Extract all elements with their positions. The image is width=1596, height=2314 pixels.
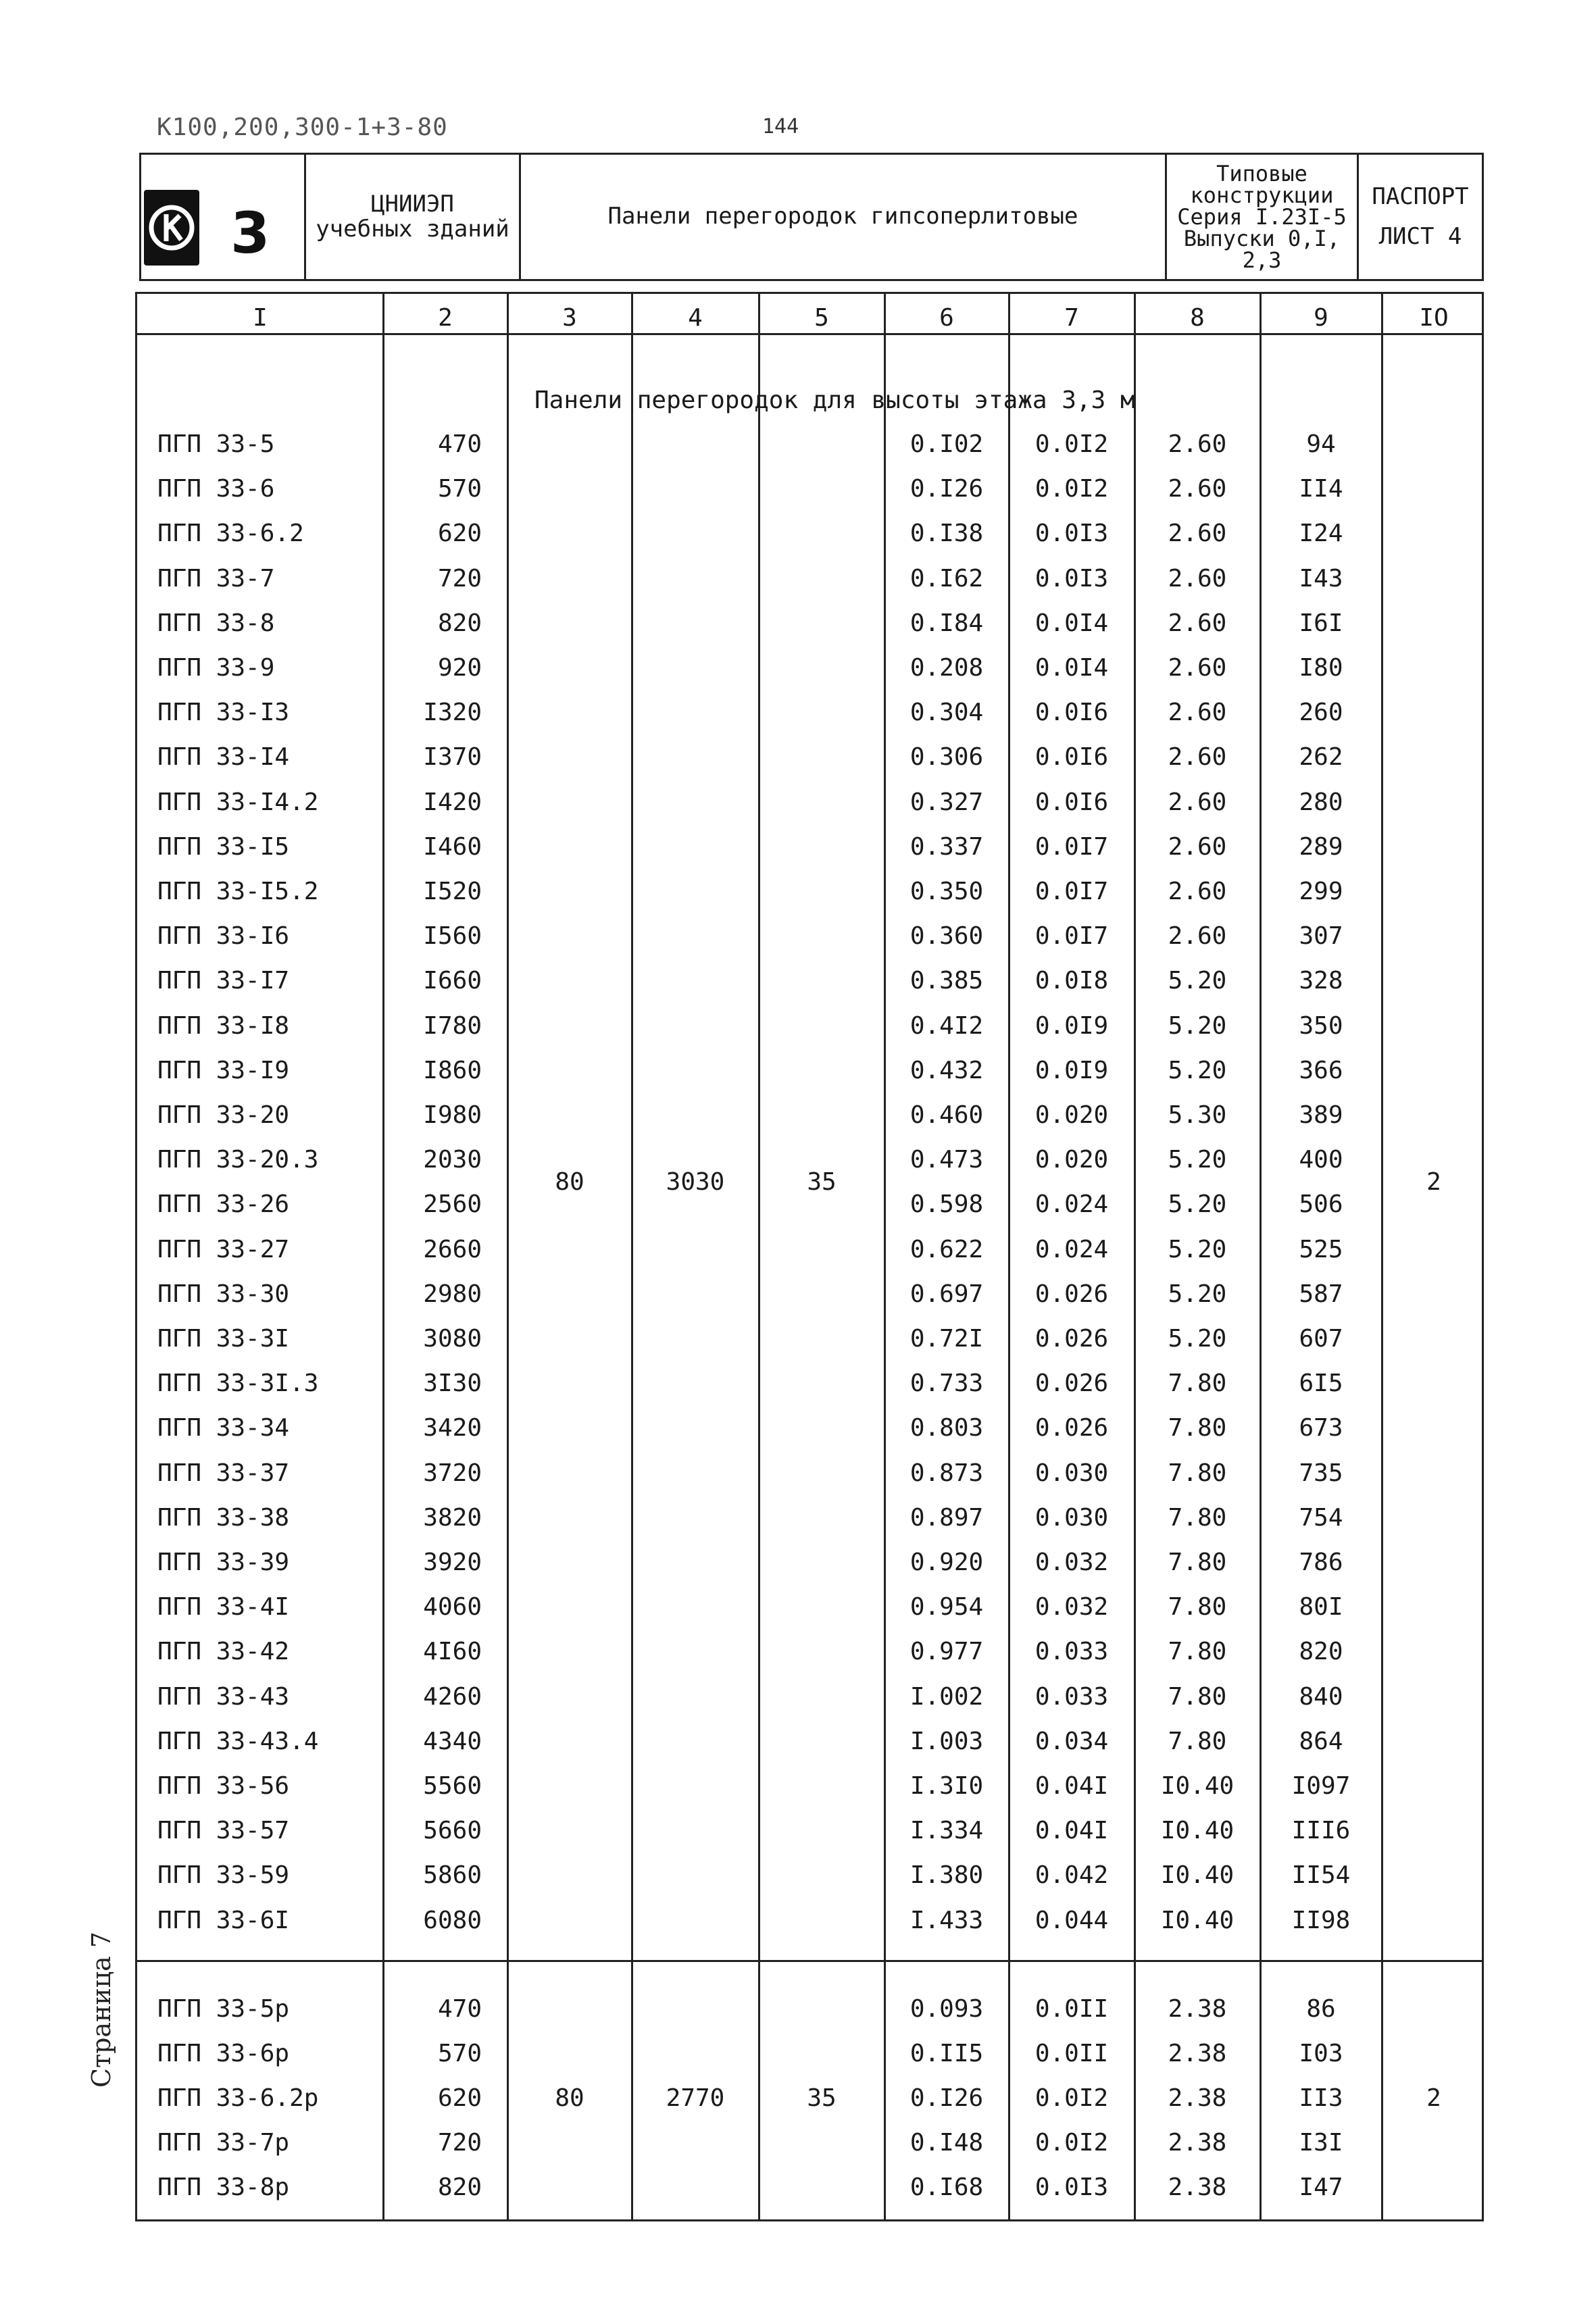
column-header: 3 (562, 304, 577, 332)
group1-row-volume: 0.I84 (909, 609, 984, 637)
group2-row-col8-value: 2.38 (1168, 2129, 1227, 2157)
group1-row-mass: I80 (1299, 654, 1343, 682)
group1-row-length: 3720 (423, 1459, 482, 1487)
group1-row-mark: ПГП 33-I6 (157, 922, 290, 951)
group2-row-length: 820 (437, 2173, 482, 2201)
group2-row-mass: II3 (1299, 2084, 1343, 2112)
group1-row-col7-value: 0.0I6 (1034, 699, 1109, 727)
group1-row-mass: 754 (1299, 1503, 1343, 1532)
group1-row-mass: 673 (1299, 1414, 1343, 1442)
group1-row-length: 720 (437, 564, 482, 593)
group1-row-length: I560 (423, 922, 482, 951)
group1-row-volume: 0.733 (909, 1369, 984, 1398)
group1-row-mark: ПГП 33-43.4 (157, 1727, 319, 1755)
column-header: 8 (1190, 304, 1205, 332)
group1-row-col8-value: I0.40 (1160, 1817, 1235, 1845)
group1-row-col8-value: 7.80 (1168, 1414, 1227, 1442)
group1-row-volume: 0.350 (909, 878, 984, 905)
passport-cell (1359, 155, 1482, 279)
group1-row-mass: 328 (1299, 967, 1343, 995)
group1-row-col7-value: 0.04I (1034, 1817, 1109, 1845)
group1-row-volume: 0.977 (909, 1638, 984, 1666)
group1-row-col7-value: 0.0I4 (1034, 654, 1109, 682)
group1-row-length: 4060 (423, 1593, 482, 1621)
group1-row-mark: ПГП 33-I7 (157, 967, 290, 995)
group1-row-volume: 0.473 (909, 1146, 984, 1174)
group1-row-mark: ПГП 33-I3 (157, 699, 290, 727)
header-row-divider (137, 333, 1482, 335)
group1-row-col8-value: 7.80 (1168, 1503, 1227, 1532)
group1-row-col8-value: 7.80 (1168, 1682, 1227, 1711)
group1-row-col7-value: 0.032 (1034, 1593, 1109, 1621)
group2-row-col8-value: 2.38 (1168, 2040, 1227, 2067)
group2-row-volume: 0.I26 (909, 2084, 984, 2112)
group1-row-shared-col10-value: 2 (1426, 1168, 1441, 1197)
group1-row-mark: ПГП 33-43 (157, 1682, 290, 1711)
group1-row-mass: 820 (1299, 1638, 1343, 1666)
column-header: IO (1419, 304, 1449, 332)
group1-row-volume: 0.I62 (909, 564, 984, 593)
group2-row-mark: ПГП 33-5р (157, 1995, 290, 2023)
group2-row-mark: ПГП 33-8р (157, 2173, 290, 2201)
group1-row-length: 2030 (423, 1146, 482, 1174)
group1-row-col7-value: 0.034 (1034, 1727, 1109, 1755)
series-line-3: Серия I.23I-5 (1177, 204, 1347, 230)
group1-row-mark: ПГП 33-39 (157, 1549, 290, 1576)
group1-row-col7-value: 0.0I9 (1034, 1011, 1109, 1040)
group1-row-col7-value: 0.020 (1034, 1146, 1109, 1174)
group1-row-volume: 0.I38 (909, 520, 984, 548)
group1-row-mark: ПГП 33-4I (157, 1593, 290, 1621)
group1-row-mass: 587 (1299, 1280, 1343, 1308)
group1-row-length: I320 (423, 699, 482, 727)
group1-row-mass: 400 (1299, 1146, 1343, 1174)
group1-row-mark: ПГП 33-3I.3 (157, 1369, 319, 1398)
column-header: 9 (1314, 304, 1328, 332)
group2-row-col7-value: 0.0II (1034, 2040, 1109, 2067)
group2-row-col8-value: 2.38 (1168, 1995, 1227, 2023)
ck-logo-icon (144, 190, 199, 266)
group1-row-volume: 0.432 (909, 1056, 984, 1084)
column-header: 4 (688, 304, 703, 332)
group1-row-volume: 0.697 (909, 1280, 984, 1308)
group2-row-length: 720 (437, 2129, 482, 2157)
group1-row-length: I860 (423, 1056, 482, 1084)
group1-row-mass: 864 (1299, 1727, 1343, 1755)
group1-row-col8-value: 7.80 (1168, 1459, 1227, 1487)
group1-row-volume: I.003 (909, 1727, 984, 1755)
group1-row-col8-value: 5.20 (1168, 1190, 1227, 1219)
group1-row-volume: 0.920 (909, 1549, 984, 1576)
group1-row-length: I520 (423, 878, 482, 905)
group2-row-mark: ПГП 33-6.2р (157, 2084, 319, 2112)
group1-row-length: 6080 (423, 1906, 482, 1934)
group2-row-mass: I47 (1299, 2173, 1343, 2201)
group1-row-mass: 389 (1299, 1101, 1343, 1129)
group2-row-col7-value: 0.0I2 (1034, 2084, 1109, 2112)
group1-row-col7-value: 0.0I6 (1034, 788, 1109, 816)
group1-row-mass: 840 (1299, 1682, 1343, 1711)
group1-row-mass: 262 (1299, 743, 1343, 772)
group1-row-mass: III6 (1291, 1817, 1351, 1845)
group1-row-col8-value: 2.60 (1168, 609, 1227, 637)
group1-row-mass: II54 (1291, 1861, 1351, 1890)
column-header: I (253, 304, 268, 332)
group1-row-length: 3I30 (423, 1369, 482, 1398)
group1-row-length: 820 (437, 609, 482, 637)
group1-row-mass: 506 (1299, 1190, 1343, 1219)
group1-row-col8-value: 5.20 (1168, 1280, 1227, 1308)
group1-row-col8-value: 2.60 (1168, 788, 1227, 816)
group1-row-col8-value: I0.40 (1160, 1906, 1235, 1934)
group1-row-volume: 0.897 (909, 1503, 984, 1532)
group1-row-col8-value: 5.20 (1168, 967, 1227, 995)
group1-row-length: 4I60 (423, 1638, 482, 1666)
group1-row-col7-value: 0.0I7 (1034, 832, 1109, 861)
group1-row-mark: ПГП 33-42 (157, 1638, 290, 1666)
group1-row-length: I370 (423, 743, 482, 772)
group2-row-volume: 0.I48 (909, 2129, 984, 2157)
group1-row-col8-value: 7.80 (1168, 1549, 1227, 1576)
group1-row-col7-value: 0.0I7 (1034, 922, 1109, 951)
group1-row-mark: ПГП 33-38 (157, 1503, 290, 1532)
group1-row-shared-thickness: 80 (555, 1168, 584, 1197)
logo-cell (141, 155, 306, 279)
group2-row-mass: I3I (1299, 2129, 1343, 2157)
group1-row-col8-value: 5.20 (1168, 1235, 1227, 1263)
column-header: 6 (939, 304, 954, 332)
group1-row-col8-value: 5.20 (1168, 1325, 1227, 1353)
group2-row-volume: 0.I68 (909, 2173, 984, 2201)
group1-row-volume: 0.360 (909, 922, 984, 951)
group1-row-length: 3420 (423, 1414, 482, 1442)
group1-row-col7-value: 0.04I (1034, 1772, 1109, 1800)
group1-row-mass: II4 (1299, 475, 1343, 503)
group1-row-mark: ПГП 33-9 (157, 654, 275, 682)
group1-row-mark: ПГП 33-30 (157, 1280, 290, 1308)
column-header: 5 (814, 304, 829, 332)
group1-row-col8-value: 2.60 (1168, 743, 1227, 772)
group1-row-mark: ПГП 33-I4 (157, 743, 290, 772)
column-divider (631, 294, 633, 2219)
group1-row-volume: 0.954 (909, 1593, 984, 1621)
group1-row-length: 620 (437, 520, 482, 548)
column-header: 2 (438, 304, 453, 332)
group1-row-volume: 0.I02 (909, 430, 984, 458)
group1-row-col7-value: 0.026 (1034, 1414, 1109, 1442)
group1-row-length: I980 (423, 1101, 482, 1129)
group1-row-col7-value: 0.020 (1034, 1101, 1109, 1129)
group1-row-mark: ПГП 33-6 (157, 475, 275, 503)
group1-row-mark: ПГП 33-8 (157, 609, 275, 637)
group1-row-shared-col5-value: 35 (807, 1168, 837, 1197)
group1-row-length: 2560 (423, 1190, 482, 1219)
group1-row-mark: ПГП 33-20 (157, 1101, 290, 1129)
group2-row-volume: 0.093 (909, 1995, 984, 2023)
group1-row-col8-value: 7.80 (1168, 1369, 1227, 1398)
group1-row-mark: ПГП 33-57 (157, 1817, 290, 1845)
group1-row-col7-value: 0.0I8 (1034, 967, 1109, 995)
group1-row-length: 3920 (423, 1549, 482, 1576)
series-line-2: конструкции (1190, 182, 1334, 208)
group1-row-mass: II98 (1291, 1906, 1351, 1934)
group1-row-volume: 0.803 (909, 1414, 984, 1442)
series-line-1: Типовые (1216, 161, 1307, 186)
group1-row-mark: ПГП 33-26 (157, 1190, 290, 1219)
group1-row-length: 5660 (423, 1817, 482, 1845)
group1-row-mass: 289 (1299, 832, 1343, 861)
group2-row-shared-col10-value: 2 (1426, 2084, 1441, 2112)
group1-row-length: 3080 (423, 1325, 482, 1353)
group1-row-mark: ПГП 33-56 (157, 1772, 290, 1800)
group1-row-length: I420 (423, 788, 482, 816)
group1-row-mark: ПГП 33-I5 (157, 832, 290, 861)
group1-row-col7-value: 0.026 (1034, 1325, 1109, 1353)
group1-row-length: 2980 (423, 1280, 482, 1308)
group1-row-col8-value: 2.60 (1168, 699, 1227, 727)
group2-row-length: 620 (437, 2084, 482, 2112)
group1-row-volume: 0.I26 (909, 475, 984, 503)
column-header: 7 (1064, 304, 1079, 332)
series-cell (1167, 155, 1359, 279)
column-divider (507, 294, 509, 2219)
group1-row-col7-value: 0.030 (1034, 1459, 1109, 1487)
group1-row-mass: 607 (1299, 1325, 1343, 1353)
group2-row-mark: ПГП 33-6р (157, 2040, 290, 2067)
group1-row-col7-value: 0.0I6 (1034, 743, 1109, 772)
passport-label: ПАСПОРТ (1372, 182, 1469, 210)
group1-row-mark: ПГП 33-59 (157, 1861, 290, 1890)
group1-row-length: 5860 (423, 1861, 482, 1890)
group1-row-col7-value: 0.024 (1034, 1235, 1109, 1263)
group1-row-volume: 0.873 (909, 1459, 984, 1487)
group1-row-col8-value: 7.80 (1168, 1727, 1227, 1755)
group2-row-mass: I03 (1299, 2040, 1343, 2067)
series-line-4: Выпуски 0,I, (1183, 226, 1341, 251)
group1-row-length: I460 (423, 832, 482, 861)
group1-row-shared-height: 3030 (666, 1168, 725, 1197)
group1-row-col7-value: 0.0I9 (1034, 1056, 1109, 1084)
group2-row-col7-value: 0.0I2 (1034, 2129, 1109, 2157)
group1-row-col7-value: 0.0I2 (1034, 430, 1109, 458)
group1-row-col8-value: 2.60 (1168, 520, 1227, 548)
group1-row-col7-value: 0.0I2 (1034, 475, 1109, 503)
group1-row-col7-value: 0.0I7 (1034, 878, 1109, 905)
group1-row-col7-value: 0.030 (1034, 1503, 1109, 1532)
group1-row-col7-value: 0.026 (1034, 1280, 1109, 1308)
group1-row-col7-value: 0.044 (1034, 1906, 1109, 1934)
group1-row-col7-value: 0.033 (1034, 1682, 1109, 1711)
group1-row-mass: 80I (1299, 1593, 1343, 1621)
group1-row-mass: 735 (1299, 1459, 1343, 1487)
group1-row-col8-value: 2.60 (1168, 475, 1227, 503)
group1-row-length: 570 (437, 475, 482, 503)
document-title: Панели перегородок гипсоперлитовые (521, 155, 1167, 279)
group1-row-volume: 0.72I (909, 1325, 984, 1353)
group2-row-mass: 86 (1306, 1995, 1336, 2023)
group1-row-length: 5560 (423, 1772, 482, 1800)
group1-row-mark: ПГП 33-I4.2 (157, 788, 319, 816)
group1-row-mass: 307 (1299, 922, 1343, 951)
group1-row-mass: 525 (1299, 1235, 1343, 1263)
group1-row-col8-value: I0.40 (1160, 1772, 1235, 1800)
group1-row-col7-value: 0.042 (1034, 1861, 1109, 1890)
group1-row-col8-value: 2.60 (1168, 878, 1227, 905)
group1-row-col7-value: 0.033 (1034, 1638, 1109, 1666)
group2-row-col7-value: 0.0II (1034, 1995, 1109, 2023)
organization-cell (306, 155, 521, 279)
group1-row-col8-value: 2.60 (1168, 832, 1227, 861)
group2-row-mark: ПГП 33-7р (157, 2129, 290, 2157)
group1-row-col7-value: 0.026 (1034, 1369, 1109, 1398)
group1-row-col8-value: 5.20 (1168, 1146, 1227, 1174)
group1-row-volume: 0.622 (909, 1235, 984, 1263)
group1-row-col7-value: 0.0I3 (1034, 564, 1109, 593)
group1-row-mass: 6I5 (1299, 1369, 1343, 1398)
group1-row-col7-value: 0.032 (1034, 1549, 1109, 1576)
group1-row-length: 4260 (423, 1682, 482, 1711)
series-line-5: 2,3 (1242, 247, 1282, 273)
group1-row-length: I780 (423, 1011, 482, 1040)
group1-row-volume: I.3I0 (909, 1772, 984, 1800)
group2-row-volume: 0.II5 (909, 2040, 984, 2067)
group2-row-col8-value: 2.38 (1168, 2173, 1227, 2201)
group1-row-volume: 0.598 (909, 1190, 984, 1219)
group1-row-mark: ПГП 33-5 (157, 430, 275, 458)
group2-row-shared-col5-value: 35 (807, 2084, 837, 2112)
group1-row-mark: ПГП 33-I8 (157, 1011, 290, 1040)
group1-row-mass: 94 (1306, 430, 1336, 458)
group1-row-mark: ПГП 33-27 (157, 1235, 290, 1263)
group1-row-mass: 366 (1299, 1056, 1343, 1084)
group1-row-mass: 350 (1299, 1011, 1343, 1040)
page-number: 144 (762, 115, 799, 139)
sheet-label: ЛИСТ 4 (1378, 223, 1462, 250)
group1-row-mass: I43 (1299, 564, 1343, 593)
group1-row-col8-value: 2.60 (1168, 564, 1227, 593)
document-code: К100,200,300-1+3-80 (157, 114, 448, 141)
group1-row-col8-value: 7.80 (1168, 1638, 1227, 1666)
group1-row-length: 470 (437, 430, 482, 458)
group1-row-volume: I.334 (909, 1817, 984, 1845)
group1-row-mark: ПГП 33-I5.2 (157, 878, 319, 905)
ck-emblem-icon (147, 203, 196, 252)
title-block (139, 153, 1484, 281)
section-title: Панели перегородок для высоты этажа 3,3 м (534, 386, 1135, 414)
group1-row-mass: I24 (1299, 520, 1343, 548)
group2-row-shared-height: 2770 (666, 2084, 725, 2112)
group1-row-mass: 299 (1299, 878, 1343, 905)
group1-row-mark: ПГП 33-7 (157, 564, 275, 593)
group1-row-length: 920 (437, 654, 482, 682)
group1-row-col8-value: 2.60 (1168, 654, 1227, 682)
group1-row-col7-value: 0.0I3 (1034, 520, 1109, 548)
group1-row-volume: 0.337 (909, 832, 984, 861)
group1-row-mark: ПГП 33-37 (157, 1459, 290, 1487)
group1-row-col8-value: 5.20 (1168, 1056, 1227, 1084)
group1-row-mass: 280 (1299, 788, 1343, 816)
group1-row-col8-value: I0.40 (1160, 1861, 1235, 1890)
organization-line-2: учебных зданий (316, 216, 509, 243)
group1-row-col8-value: 2.60 (1168, 430, 1227, 458)
group1-row-volume: 0.327 (909, 788, 984, 816)
data-table (135, 292, 1484, 2221)
group1-row-mark: ПГП 33-6I (157, 1906, 290, 1934)
group1-row-length: I660 (423, 967, 482, 995)
group1-row-volume: I.433 (909, 1906, 984, 1934)
group1-row-length: 4340 (423, 1727, 482, 1755)
group1-row-mass: I6I (1299, 609, 1343, 637)
organization-line-1: ЦНИИЭП (371, 190, 454, 218)
group1-row-mark: ПГП 33-20.3 (157, 1146, 319, 1174)
group2-row-shared-thickness: 80 (555, 2084, 584, 2112)
group1-row-col8-value: 5.30 (1168, 1101, 1227, 1129)
group1-row-mark: ПГП 33-6.2 (157, 520, 304, 548)
group1-row-col8-value: 5.20 (1168, 1011, 1227, 1040)
group2-row-length: 570 (437, 2040, 482, 2067)
group1-row-volume: 0.385 (909, 967, 984, 995)
group1-row-mark: ПГП 33-34 (157, 1414, 290, 1442)
group1-row-col7-value: 0.024 (1034, 1190, 1109, 1219)
group1-row-mark: ПГП 33-I9 (157, 1056, 290, 1084)
group1-row-length: 2660 (423, 1235, 482, 1263)
group1-row-col8-value: 2.60 (1168, 922, 1227, 951)
group2-row-col8-value: 2.38 (1168, 2084, 1227, 2112)
group1-row-mark: ПГП 33-3I (157, 1325, 290, 1353)
logo-number: 3 (230, 200, 270, 266)
group1-row-volume: 0.306 (909, 743, 984, 772)
group1-row-volume: 0.304 (909, 699, 984, 727)
group1-row-volume: 0.4I2 (909, 1011, 984, 1040)
group1-row-volume: I.380 (909, 1861, 984, 1890)
group1-row-col7-value: 0.0I4 (1034, 609, 1109, 637)
group2-row-length: 470 (437, 1995, 482, 2023)
column-divider (758, 294, 760, 2219)
group1-row-mass: I097 (1291, 1772, 1351, 1800)
group1-row-col8-value: 7.80 (1168, 1593, 1227, 1621)
group1-row-mass: 260 (1299, 699, 1343, 727)
group-divider (137, 1960, 1482, 1962)
group1-row-volume: I.002 (909, 1682, 984, 1711)
group2-row-col7-value: 0.0I3 (1034, 2173, 1109, 2201)
side-page-label: Страница 7 (86, 1931, 116, 2088)
group1-row-length: 3820 (423, 1503, 482, 1532)
group1-row-mass: 786 (1299, 1549, 1343, 1576)
group1-row-volume: 0.460 (909, 1101, 984, 1129)
group1-row-volume: 0.208 (909, 654, 984, 682)
